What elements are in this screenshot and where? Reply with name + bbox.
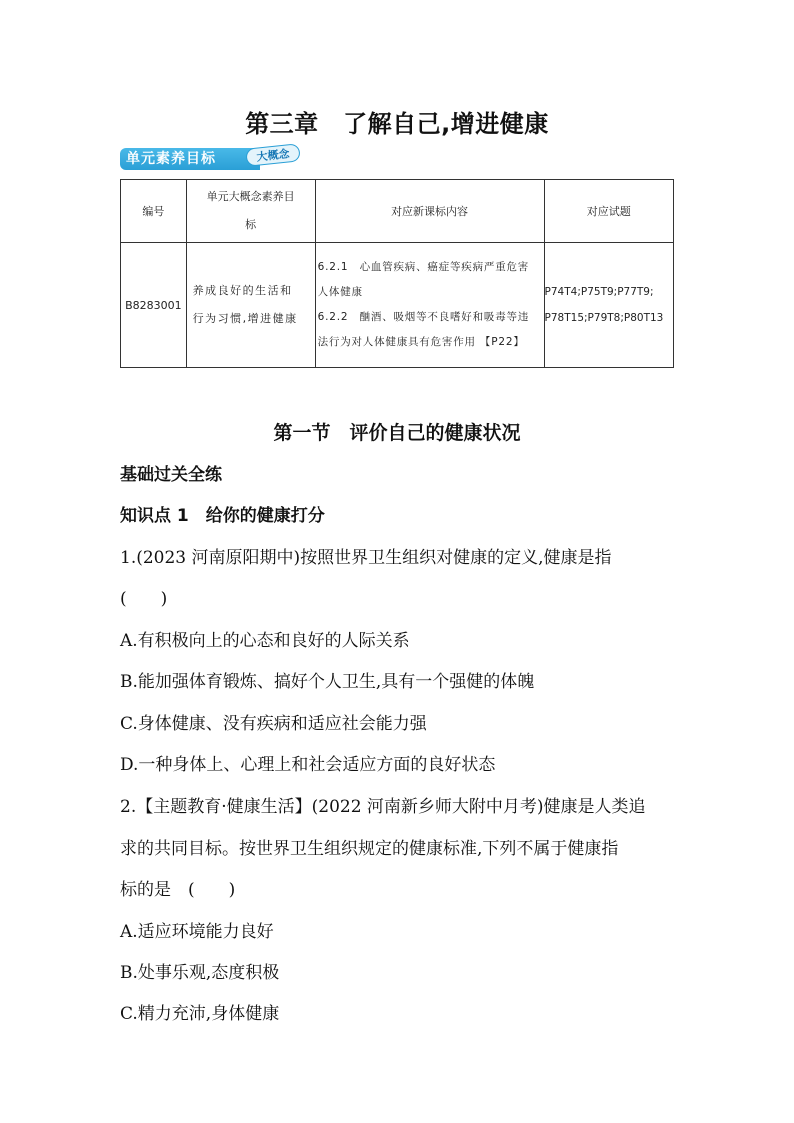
q2-stem-line3: 标的是 ( ) [120,880,236,900]
q2-stem-line2: 求的共同目标。按世界卫生组织规定的健康标准,下列不属于健康指 [120,839,619,859]
row-items-line1: P74T4;P75T9;P77T9; [544,286,654,298]
big-concept-tag: 大概念 [245,143,301,167]
q2-option-c: C.精力充沛,身体健康 [120,1004,280,1024]
chapter-title: 第三章 了解自己,增进健康 [245,110,549,138]
row-goal [186,243,315,368]
row-id: B8283001 [121,243,187,368]
unit-goals-table [120,179,674,368]
standard-line: 6.2.2 酗酒、吸烟等不良嗜好和吸毒等违 [317,311,530,323]
standard-line: 6.2.1 心血管疾病、癌症等疾病严重危害 [317,261,530,273]
practice-heading: 基础过关全练 [120,465,222,485]
q1-stem-line1: 1.(2023 河南原阳期中)按照世界卫生组织对健康的定义,健康是指 [120,548,612,568]
header-id: 编号 [121,180,187,243]
row-items-line2: P78T15;P79T8;P80T13 [544,312,664,324]
header-goal [186,180,315,243]
row-items [544,243,673,368]
standard-line: 法行为对人体健康具有危害作用 【P22】 [317,336,525,348]
header-items: 对应试题 [544,180,673,243]
q1-option-d: D.一种身体上、心理上和社会适应方面的良好状态 [120,755,496,775]
q1-option-b: B.能加强体育锻炼、搞好个人卫生,具有一个强健的体魄 [120,672,535,692]
section-title: 第一节 评价自己的健康状况 [273,422,521,444]
table-row [121,243,674,368]
header-goal-line2: 标 [245,218,257,231]
row-standard [315,243,544,368]
q2-option-b: B.处事乐观,态度积极 [120,963,280,983]
q1-option-a: A.有积极向上的心态和良好的人际关系 [120,631,410,651]
q2-option-a: A.适应环境能力良好 [120,922,274,942]
banner-label: 单元素养目标 [120,148,260,170]
row-goal-line1: 养成良好的生活和 [192,284,293,297]
standard-line: 人体健康 [317,286,363,298]
knowledge-point-heading: 知识点 1 给你的健康打分 [120,506,325,526]
q1-answer-blank: ( ) [120,589,168,609]
q2-stem-line1: 2.【主题教育·健康生活】(2022 河南新乡师大附中月考)健康是人类追 [120,797,646,817]
header-goal-line1: 单元大概念素养目 [206,190,295,203]
row-goal-line2: 行为习惯,增进健康 [192,312,298,325]
q1-option-c: C.身体健康、没有疾病和适应社会能力强 [120,714,427,734]
table-header-row [121,180,674,243]
unit-goals-banner [120,146,302,172]
header-standard: 对应新课标内容 [315,180,544,243]
